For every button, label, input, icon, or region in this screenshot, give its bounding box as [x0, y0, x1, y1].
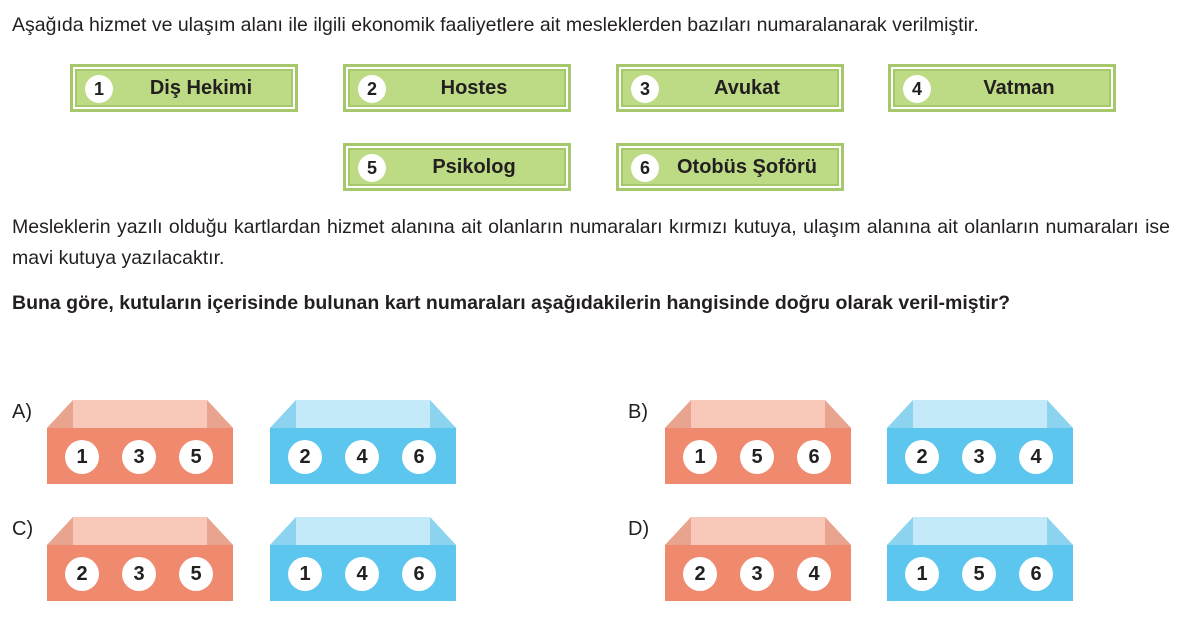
intro-text: Aşağıda hizmet ve ulaşım alanı ile ilgili ekonomik faaliyetlere ait mesleklerden bazıları numaralanarak verilmiştir.	[12, 14, 979, 36]
card-label: Otobüs Şoförü	[677, 156, 817, 178]
box-inner-left	[887, 400, 913, 428]
box-number: 2	[65, 557, 99, 591]
box-inner-left	[887, 517, 913, 545]
card-number: 2	[358, 75, 386, 103]
card-1	[70, 64, 298, 112]
box-inner-left	[47, 400, 73, 428]
box-inner-left	[665, 517, 691, 545]
option-d-letter[interactable]: D)	[628, 518, 650, 540]
option-c-letter[interactable]: C)	[12, 518, 34, 540]
box-inner-right	[430, 400, 456, 428]
card-number: 1	[85, 75, 113, 103]
option-c-blue-box	[268, 515, 458, 601]
box-number: 6	[1019, 557, 1053, 591]
option-a-blue-box	[268, 398, 458, 484]
option-b-red-box	[663, 398, 853, 484]
box-inner-right	[825, 517, 851, 545]
card-number: 5	[358, 154, 386, 182]
card-2	[343, 64, 571, 112]
box-inner-left	[270, 400, 296, 428]
box-opening	[665, 400, 851, 428]
box-number: 6	[402, 440, 436, 474]
box-opening	[47, 517, 233, 545]
box-number: 3	[122, 557, 156, 591]
box-number: 1	[905, 557, 939, 591]
box-number: 4	[345, 440, 379, 474]
card-label: Diş Hekimi	[149, 77, 253, 99]
option-c-red-box	[45, 515, 235, 601]
card-label: Psikolog	[432, 156, 516, 178]
card-label: Avukat	[714, 77, 780, 99]
box-opening	[270, 517, 456, 545]
box-opening	[887, 517, 1073, 545]
box-number: 5	[740, 440, 774, 474]
option-d-blue-box	[885, 515, 1075, 601]
box-number: 5	[179, 557, 213, 591]
option-d-red-box	[663, 515, 853, 601]
box-number: 1	[683, 440, 717, 474]
box-number: 4	[345, 557, 379, 591]
option-b-letter[interactable]: B)	[628, 401, 648, 423]
box-opening	[887, 400, 1073, 428]
box-inner-right	[207, 400, 233, 428]
box-number: 6	[797, 440, 831, 474]
box-number: 3	[962, 440, 996, 474]
card-3	[616, 64, 844, 112]
box-number: 2	[288, 440, 322, 474]
box-number: 2	[683, 557, 717, 591]
box-number: 3	[122, 440, 156, 474]
box-inner-left	[47, 517, 73, 545]
box-number: 4	[1019, 440, 1053, 474]
box-number: 1	[65, 440, 99, 474]
box-inner-right	[430, 517, 456, 545]
card-label: Hostes	[440, 77, 508, 99]
box-number: 6	[402, 557, 436, 591]
box-inner-right	[1047, 400, 1073, 428]
box-inner-right	[825, 400, 851, 428]
card-number: 6	[631, 154, 659, 182]
box-number: 3	[740, 557, 774, 591]
card-5	[343, 143, 571, 191]
box-number: 1	[288, 557, 322, 591]
box-inner-right	[207, 517, 233, 545]
card-number: 3	[631, 75, 659, 103]
card-label: Vatman	[983, 77, 1055, 99]
card-6	[616, 143, 844, 191]
box-inner-left	[665, 400, 691, 428]
card-number: 4	[903, 75, 931, 103]
box-opening	[270, 400, 456, 428]
box-number: 5	[962, 557, 996, 591]
box-inner-right	[1047, 517, 1073, 545]
box-opening	[47, 400, 233, 428]
box-number: 2	[905, 440, 939, 474]
box-opening	[665, 517, 851, 545]
option-a-red-box	[45, 398, 235, 484]
description-text: Mesleklerin yazılı olduğu kartlardan hizmet alanına ait olanların numaraları kırmızı kutuya, ulaşım alanına ait olanların numaraları ise mavi kutuya yazılacaktır.	[12, 216, 1170, 269]
question-text: Buna göre, kutuların içerisinde bulunan kart numaraları aşağıdakilerin hangisinde doğru olarak veril-miştir?	[12, 292, 1011, 314]
box-number: 5	[179, 440, 213, 474]
option-a-letter[interactable]: A)	[12, 401, 32, 423]
card-4	[888, 64, 1116, 112]
box-inner-left	[270, 517, 296, 545]
option-b-blue-box	[885, 398, 1075, 484]
box-number: 4	[797, 557, 831, 591]
